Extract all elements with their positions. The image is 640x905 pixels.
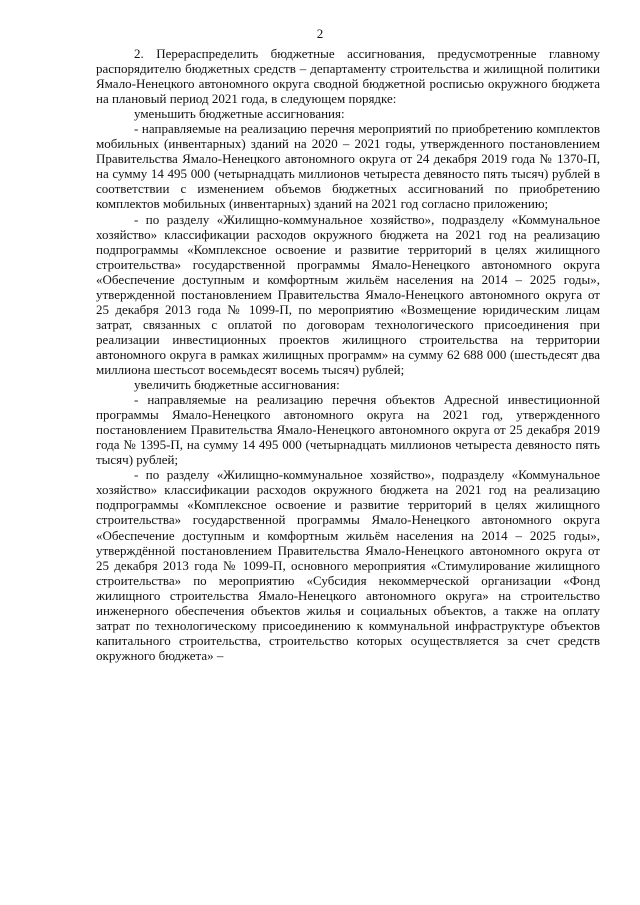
paragraph-increase-heading: увеличить бюджетные ассигнования: [134, 377, 340, 393]
paragraph-increase-housing-communal: - по разделу «Жилищно-коммунальное хозяйство», подразделу «Коммунальное хозяйство» классификации расходов окружного бюджета на 2021 год на реализацию подпрограммы «Комплексное освоение и развитие территорий в целях жилищного строительства» государственной программы Ямало-Ненецкого автономного округа «Обеспечение доступным и комфортным жильём населения на 2014 – 2025 годы», утверждённой постановлением Правительства Ямало-Ненецкого автономного округа от 25 декабря 2013 года № 1099-П, основного мероприятия «Стимулирование жилищного строительства» по мероприятию «Субсидия некоммерческой организации «Фонд жилищного строительства Ямало-Ненецкого автономного округа» на строительство инженерного обеспечения объектов жилья и социальных объектов, а также на оплату затрат по технологическому присоединению к коммунальной инфраструктуре объектов капитального строительства, строительство которых осуществляется за счет средств окружного бюджета» – [96, 467, 600, 663]
paragraph-decrease-heading: уменьшить бюджетные ассигнования: [134, 106, 345, 122]
page-number: 2 [316, 26, 324, 41]
paragraph-redistribution: 2. Перераспределить бюджетные ассигнования, предусмотренные главному распорядителю бюджетных средств – департаменту строительства и жилищной политики Ямало-Ненецкого автономного округа сводной бюджетной росписью окружного бюджета на плановый период 2021 года, в следующем порядке: [96, 46, 600, 107]
paragraph-decrease-housing-communal: - по разделу «Жилищно-коммунальное хозяйство», подразделу «Коммунальное хозяйство» классификации расходов окружного бюджета на 2021 год на реализацию подпрограммы «Комплексное освоение и развитие территорий в целях жилищного строительства» государственной программы Ямало-Ненецкого автономного округа «Обеспечение доступным и комфортным жильём населения на 2014 – 2025 годы», утвержденной постановлением Правительства Ямало-Ненецкого автономного округа от 25 декабря 2013 года № 1099-П, по мероприятию «Возмещение юридическим лицам затрат, связанных с оплатой по договорам технологического присоединения при реализации инвестиционных проектов жилищного строительства на территории автономного округа в рамках жилищных программ» на сумму 62 688 000 (шестьдесят два миллиона шестьсот восемьдесят восемь тысяч) рублей; [96, 211, 600, 377]
paragraph-increase-investment-program: - направляемые на реализацию перечня объектов Адресной инвестиционной программы Ямало-Ненецкого автономного округа на 2021 год, утвержденного постановлением Правительства Ямало-Ненецкого автономного округа от 25 декабря 2019 года № 1395-П, на сумму 14 495 000 (четырнадцать миллионов четыреста девяносто пять тысяч) рублей; [96, 392, 600, 468]
document-body [96, 46, 600, 663]
paragraph-decrease-mobile-buildings: - направляемые на реализацию перечня мероприятий по приобретению комплектов мобильных (инвентарных) зданий на 2020 – 2021 годы, утвержденного постановлением Правительства Ямало-Ненецкого автономного округа от 24 декабря 2019 года № 1370-П, на сумму 14 495 000 (четырнадцать миллионов четыреста девяносто пять тысяч) рублей в соответствии с изменением объемов бюджетных ассигнований по приобретению комплектов мобильных (инвентарных) зданий на 2021 год согласно приложению; [96, 121, 600, 212]
